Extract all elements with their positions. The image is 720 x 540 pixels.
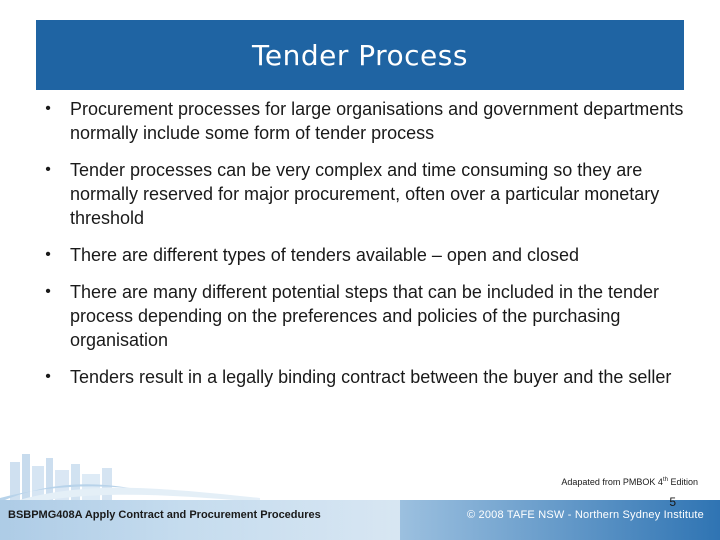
bullet-list (26, 97, 696, 402)
bullet-item (26, 158, 696, 230)
bullet-marker: • (45, 368, 51, 385)
footer-skyline-art (0, 448, 720, 540)
bullet-marker: • (45, 100, 51, 117)
bullet-text: There are different types of tenders available – open and closed (70, 245, 580, 265)
slide-title: Tender Process (252, 38, 468, 72)
bullet-marker: • (45, 246, 51, 263)
title-bar (36, 20, 684, 90)
bullet-item (26, 365, 696, 389)
bullet-marker: • (45, 161, 51, 178)
bullet-text: There are many different potential steps that can be included in the tender process depending on the preferences and policies of the purchasing organisation (70, 282, 660, 350)
page-number: 5 (669, 495, 676, 509)
bullet-text: Tenders result in a legally binding contract between the buyer and the seller (70, 367, 672, 387)
bullet-item (26, 97, 696, 145)
bullet-text: Tender processes can be very complex and time consuming so they are normally reserved for major procurement, often over a particular monetary threshold (70, 160, 660, 228)
bullet-item (26, 280, 696, 352)
bullet-marker: • (45, 283, 51, 300)
course-title: BSBPMG408A Apply Contract and Procurement Procedures (8, 509, 321, 521)
credit-note: Adapated from PMBOK 4th Edition (561, 477, 698, 487)
copyright-notice: © 2008 TAFE NSW - Northern Sydney Institute (466, 509, 704, 521)
bullet-text: Procurement processes for large organisations and government departments normally include some form of tender process (70, 99, 684, 143)
bullet-item (26, 243, 696, 267)
